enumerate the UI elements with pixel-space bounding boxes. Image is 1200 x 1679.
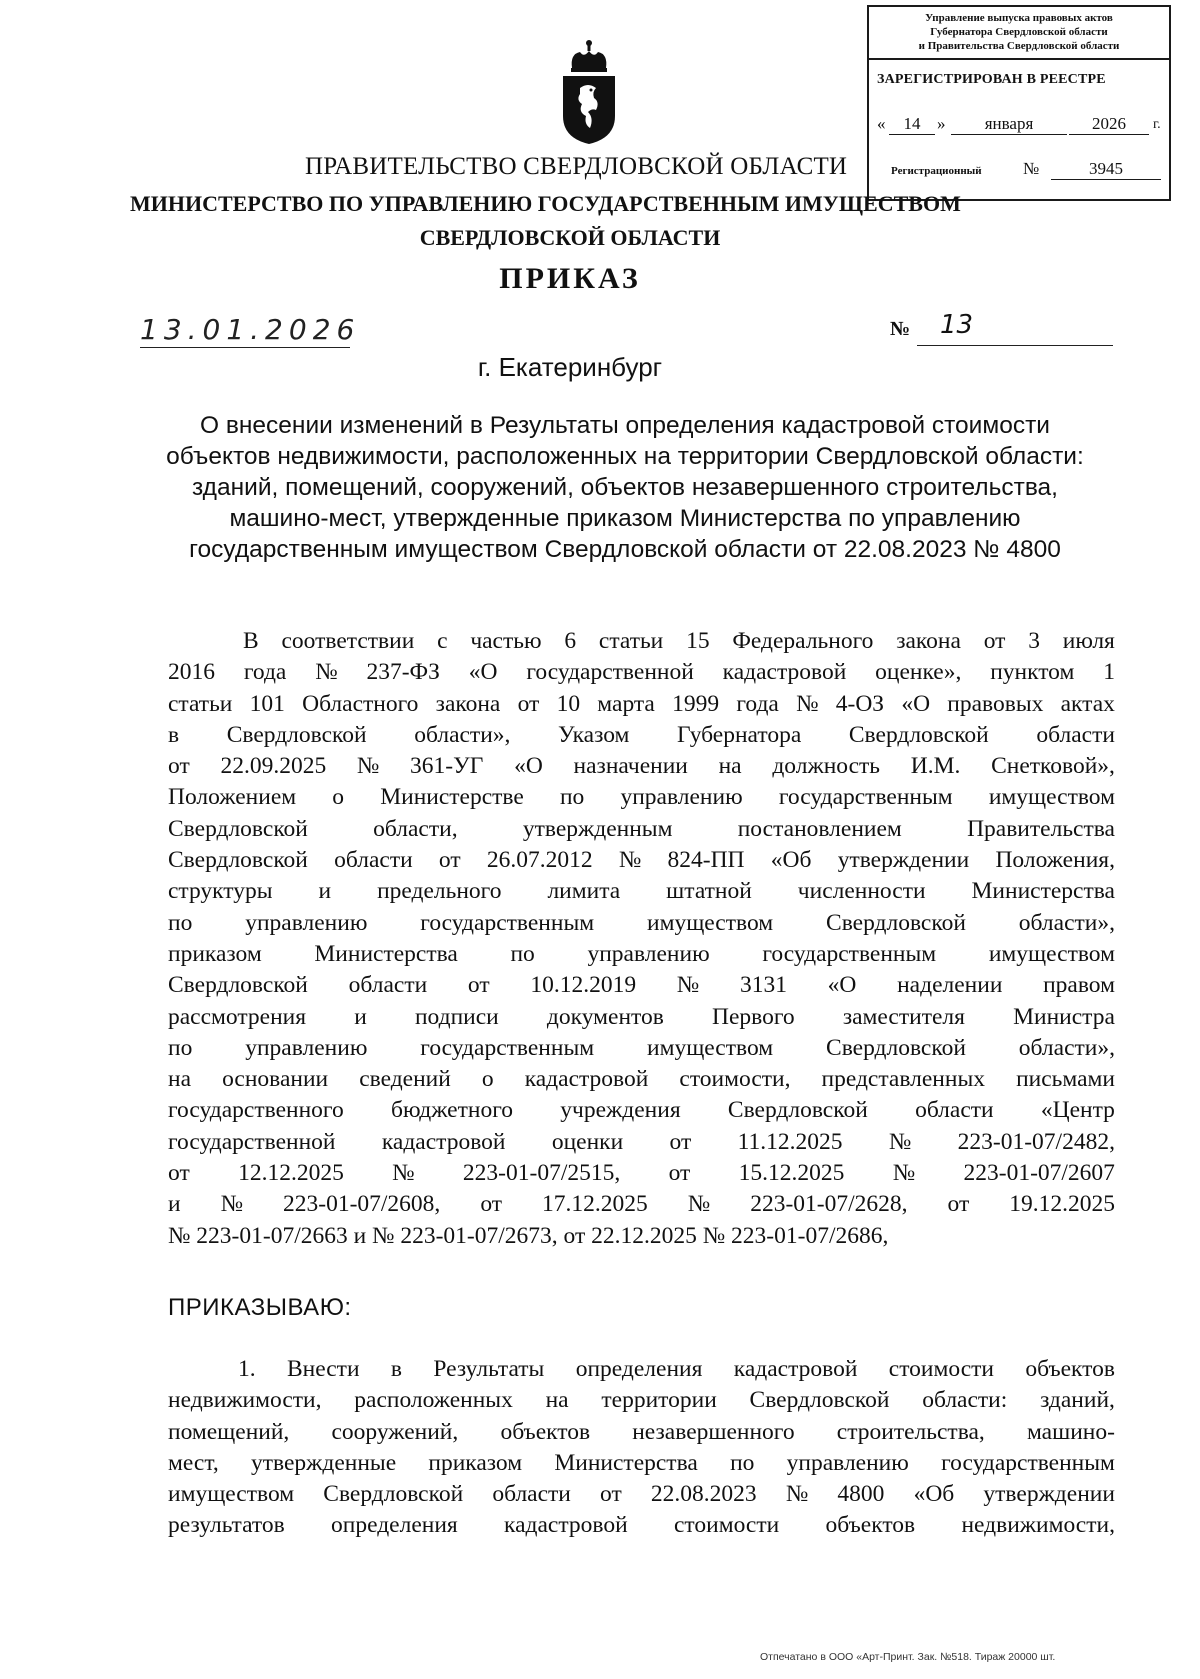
stamp-org-line3: и Правительства Свердловской области: [918, 40, 1120, 52]
handwritten-number: 13: [940, 310, 974, 340]
text-line: № 223-01-07/2663 и № 223-01-07/2673, от 22.12.2025 № 223-01-07/2686,: [168, 1222, 889, 1249]
text-line: по управлению государственным имуществом Свердловской области»,: [168, 909, 1115, 936]
text-line: от 12.12.2025 № 223-01-07/2515, от 15.12.2025 № 223-01-07/2607: [168, 1160, 1115, 1187]
printer-note: Отпечатано в ООО «Арт-Принт. Зак. №518. Тираж 20000 шт.: [760, 1651, 1056, 1663]
stamp-quote-open: «: [877, 114, 886, 133]
point-1-text: [168, 1354, 1115, 1542]
text-line: Свердловской области, утвержденным постановлением Правительства: [168, 815, 1115, 842]
text-line: рассмотрения и подписи документов Первого заместителя Министра: [168, 1003, 1115, 1030]
text-line: Свердловской области от 10.12.2019 № 3131 «О наделении правом: [168, 972, 1115, 999]
registration-stamp: [867, 5, 1171, 201]
subject-line: О внесении изменений в Результаты определения кадастровой стоимости: [200, 412, 1050, 439]
text-line: и № 223-01-07/2608, от 17.12.2025 № 223-01-07/2628, от 19.12.2025: [168, 1191, 1115, 1218]
ministry-title-line2: СВЕРДЛОВСКОЙ ОБЛАСТИ: [419, 225, 721, 250]
order-subject: [130, 410, 1120, 565]
text-line: помещений, сооружений, объектов незавершенного строительства, машино-: [168, 1418, 1115, 1445]
number-underline: [917, 345, 1113, 346]
order-word: ПРИКАЗЫВАЮ:: [168, 1294, 352, 1321]
stamp-month: января: [951, 114, 1067, 135]
subject-line: государственным имуществом Свердловской области от 22.08.2023 № 4800: [189, 536, 1061, 563]
government-title: ПРАВИТЕЛЬСТВО СВЕРДЛОВСКОЙ ОБЛАСТИ: [305, 153, 848, 180]
stamp-year-suffix: г.: [1153, 117, 1161, 132]
stamp-org-line2: Губернатора Свердловской области: [930, 26, 1108, 38]
text-line: от 22.09.2025 № 361-УГ «О назначении на должность И.М. Снетковой»,: [168, 753, 1115, 780]
stamp-org-line1: Управление выпуска правовых актов: [925, 12, 1113, 24]
text-line: на основании сведений о кадастровой стоимости, представленных письмами: [168, 1066, 1115, 1093]
text-line: государственной кадастровой оценки от 11.12.2025 № 223-01-07/2482,: [168, 1128, 1115, 1155]
text-line: 2016 года № 237-ФЗ «О государственной кадастровой оценке», пунктом 1: [168, 659, 1115, 686]
preamble-text: [168, 626, 1115, 1252]
stamp-header: [869, 7, 1169, 60]
text-line: по управлению государственным имуществом Свердловской области»,: [168, 1034, 1115, 1061]
subject-line: объектов недвижимости, расположенных на территории Свердловской области:: [166, 443, 1084, 470]
document-type: ПРИКАЗ: [499, 262, 641, 295]
text-line: имуществом Свердловской области от 22.08.2023 № 4800 «Об утверждении: [168, 1481, 1115, 1508]
text-line: недвижимости, расположенных на территории Свердловской области: зданий,: [168, 1387, 1115, 1414]
stamp-reg-number: 3945: [1051, 159, 1161, 180]
stamp-day: 14: [889, 114, 935, 135]
stamp-title: ЗАРЕГИСТРИРОВАН В РЕЕСТРЕ: [877, 72, 1106, 87]
ministry-title-line1: МИНИСТЕРСТВО ПО УПРАВЛЕНИЮ ГОСУДАРСТВЕННЫМ ИМУЩЕСТВОМ: [130, 191, 961, 216]
text-line: Свердловской области от 26.07.2012 № 824-ПП «Об утверждении Положения,: [168, 847, 1115, 874]
stamp-year: 2026: [1069, 114, 1149, 135]
text-line: В соответствии с частью 6 статьи 15 Федерального закона от 3 июля: [243, 628, 1115, 654]
text-line: 1. Внести в Результаты определения кадастровой стоимости объектов: [238, 1356, 1115, 1382]
stamp-no-sign: №: [1023, 159, 1040, 178]
stamp-reg-label: Регистрационный: [891, 165, 982, 177]
date-underline: [140, 347, 350, 348]
text-line: в Свердловской области», Указом Губернатора Свердловской области: [168, 721, 1115, 748]
city: г. Екатеринбург: [477, 352, 663, 382]
coat-of-arms-icon: [558, 38, 620, 146]
text-line: государственного бюджетного учреждения Свердловской области «Центр: [168, 1097, 1115, 1124]
number-sign: №: [890, 318, 911, 340]
subject-line: зданий, помещений, сооружений, объектов незавершенного строительства,: [191, 474, 1058, 501]
stamp-quote-close: »: [937, 114, 946, 133]
handwritten-date: 13.01.2026: [140, 313, 361, 346]
text-line: структуры и предельного лимита штатной численности Министерства: [168, 878, 1115, 905]
text-line: Положением о Министерстве по управлению государственным имуществом: [168, 784, 1115, 811]
subject-line: машино-мест, утвержденные приказом Министерства по управлению: [229, 505, 1021, 532]
text-line: статьи 101 Областного закона от 10 марта 1999 года № 4-ОЗ «О правовых актах: [168, 690, 1115, 717]
text-line: приказом Министерства по управлению государственным имуществом: [168, 940, 1115, 967]
text-line: мест, утвержденные приказом Министерства по управлению государственным: [168, 1449, 1115, 1476]
text-line: результатов определения кадастровой стоимости объектов недвижимости,: [168, 1512, 1115, 1539]
